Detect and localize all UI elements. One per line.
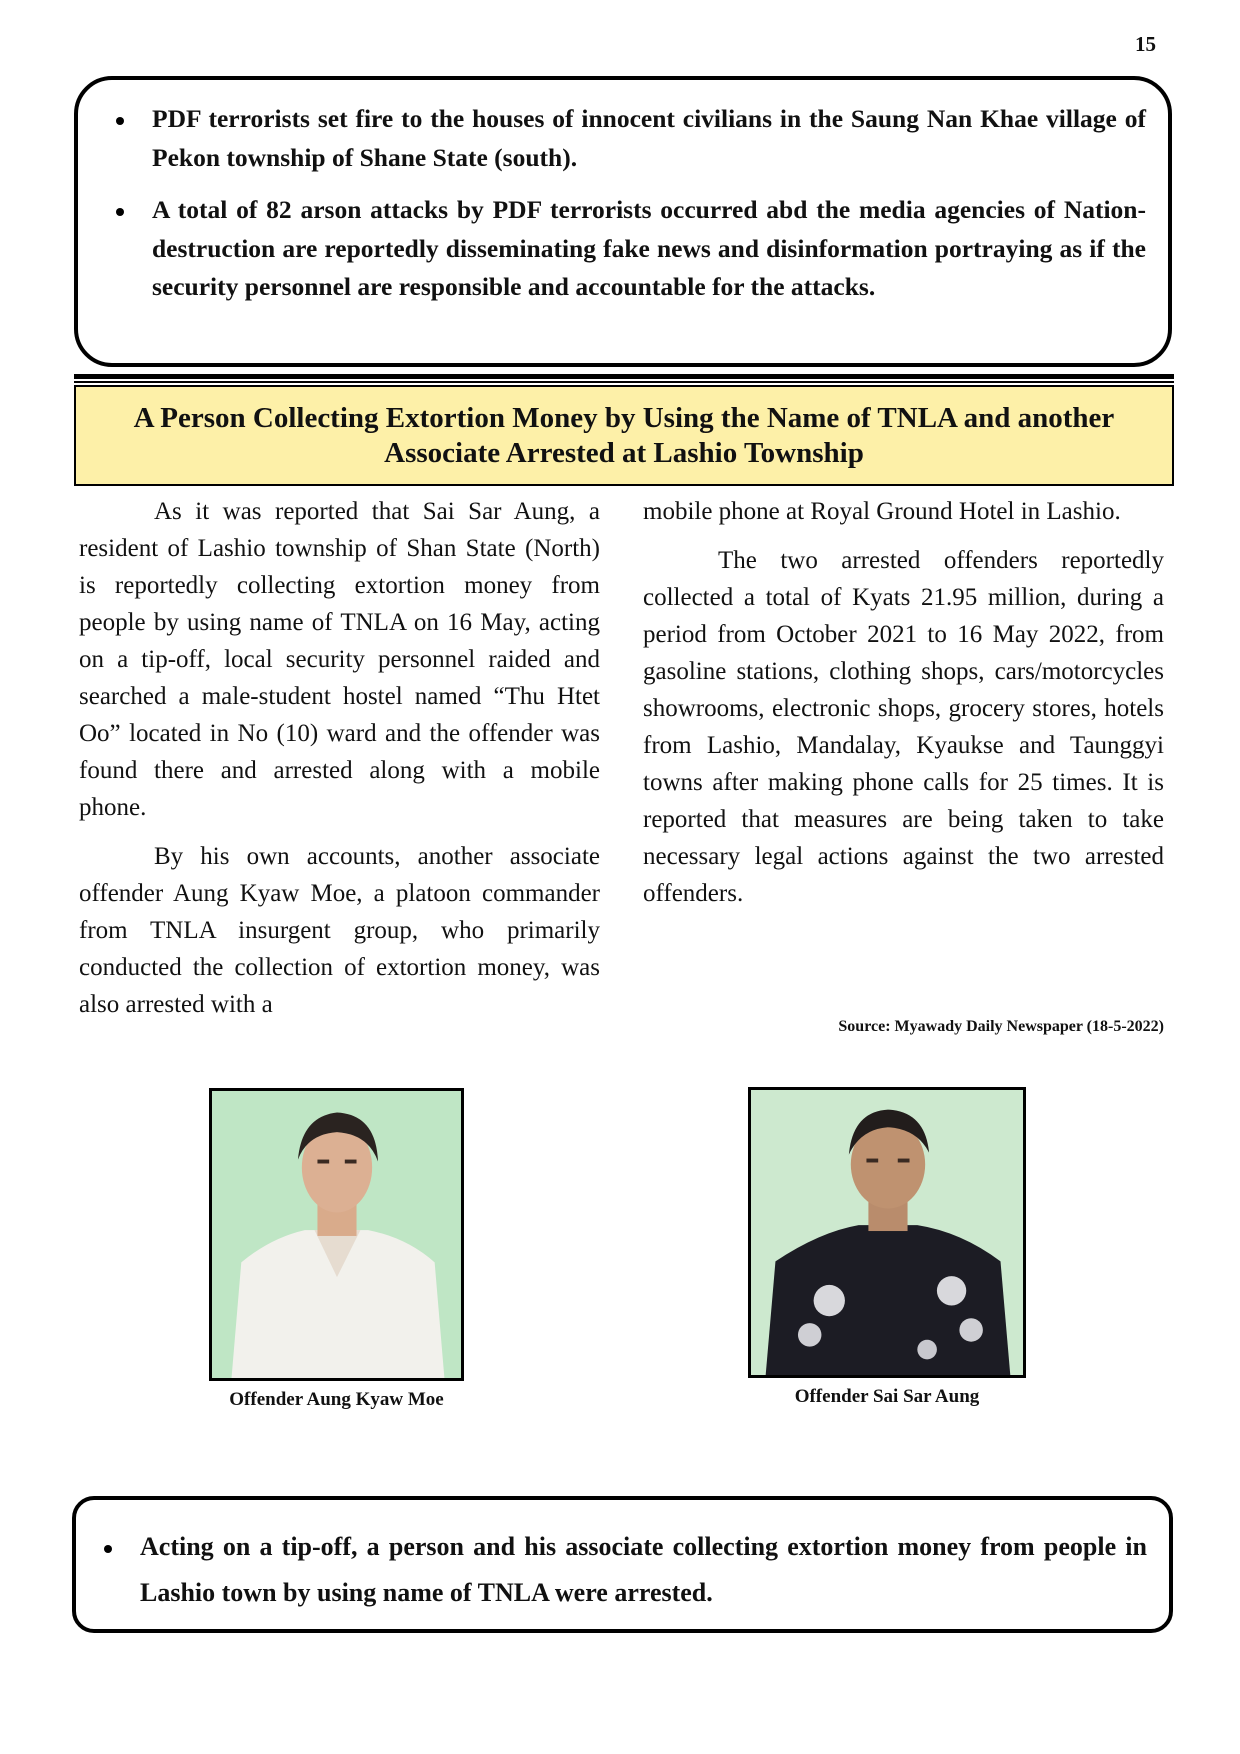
summary-bullet-text: A total of 82 arson attacks by PDF terrorists occurred abd the media agencies of Nation-destruction are reportedly disseminating fake news and disinformation portraying as if the security personnel are responsible and accountable for the attacks. [152,195,1146,301]
bullet-dot-icon [116,208,124,216]
source-credit: Source: Myawady Daily Newspaper (18-5-2022) [838,1018,1164,1035]
headline-box [74,385,1174,486]
bullet-dot-icon [104,1545,112,1553]
summary-bullet-text: PDF terrorists set fire to the houses of innocent civilians in the Saung Nan Khae village of Pekon township of Shane State (south). [152,104,1146,172]
article-paragraph: By his own accounts, another associate offender Aung Kyaw Moe, a platoon commander from TNLA insurgent group, who primarily conducted the collection of extortion money, was also arrested with a [79,843,600,1018]
summary-box-bottom [72,1496,1173,1633]
photo-caption-right: Offender Sai Sar Aung [794,1386,980,1407]
headline-line-2: Associate Arrested at Lashio Township [384,436,864,469]
summary-bullet-list [96,1524,1147,1616]
summary-bullet-item [96,1524,1147,1616]
offender-photo-aung-kyaw-moe [209,1088,464,1381]
summary-bullet-item [108,100,1146,177]
article-paragraph: The two arrested offenders reportedly collected a total of Kyats 21.95 million, during a period from October 2021 to 16 May 2022, from gasoline stations, clothing shops, cars/motorcycles showrooms, electronic shops, grocery stores, hotels from Lashio, Mandalay, Kyaukse and Taunggyi towns after making phone calls for 25 times. It is reported that measures are being taken to take necessary legal actions against the two arrested offenders. [643,547,1164,907]
section-divider-thin [74,381,1174,383]
summary-bullet-list [108,100,1146,307]
person-portrait-icon [212,1091,461,1378]
offender-photo-sai-sar-aung [748,1087,1026,1378]
summary-box-top [74,76,1172,367]
article-column-left [79,493,600,1035]
summary-bullet-text: Acting on a tip-off, a person and his associate collecting extortion money from people in Lashio town by using name of TNLA were arrested. [140,1532,1147,1607]
person-portrait-icon [751,1090,1023,1375]
page-number: 15 [1135,32,1156,56]
article-column-right [643,493,1164,924]
article-headline [89,401,1159,471]
photo-caption-left: Offender Aung Kyaw Moe [229,1389,444,1410]
section-divider [74,374,1174,379]
article-paragraph: As it was reported that Sai Sar Aung, a resident of Lashio township of Shan State (North) is reportedly collecting extortion money from people by using name of TNLA on 16 May, acting on a tip-off, local security personnel raided and searched a male-student hostel named “Thu Htet Oo” located in No (10) ward and the offender was found there and arrested along with a mobile phone. [79,498,600,821]
summary-bullet-item [108,191,1146,307]
bullet-dot-icon [116,117,124,125]
article-paragraph-continued: mobile phone at Royal Ground Hotel in Lashio. [643,498,1121,525]
headline-line-1: A Person Collecting Extortion Money by Using the Name of TNLA and another [133,401,1115,434]
